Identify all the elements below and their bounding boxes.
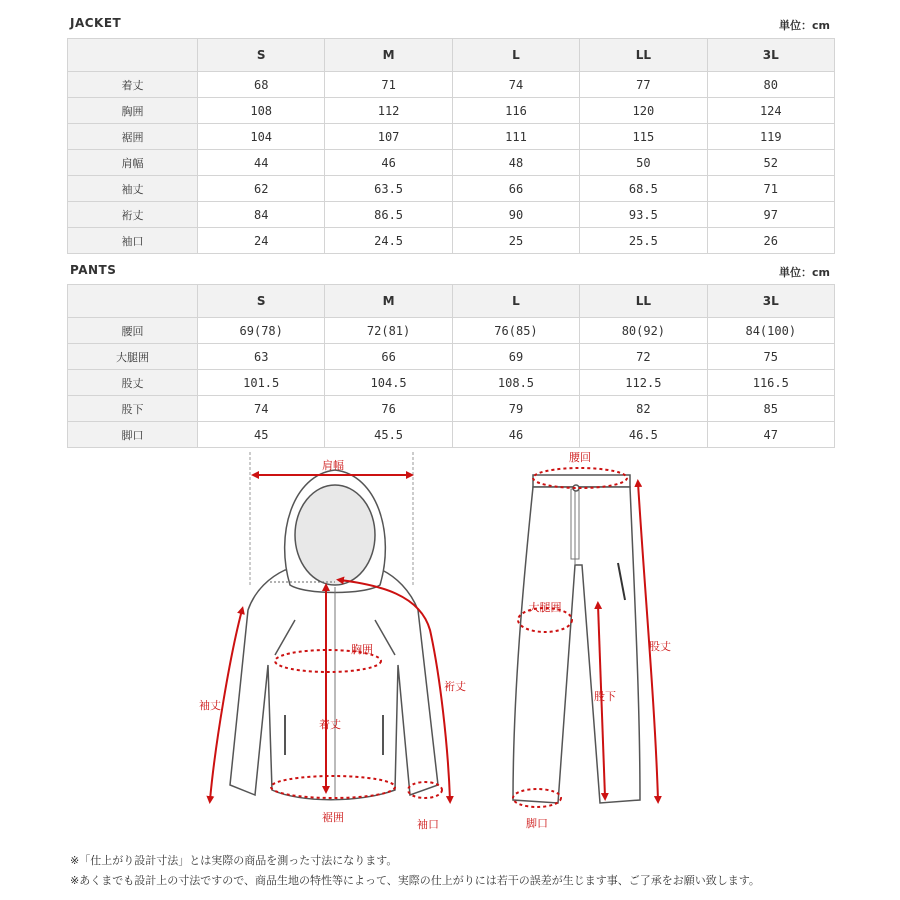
table-row [68, 422, 835, 448]
jacket-illustration [230, 470, 438, 800]
shoulder-label: 肩幅 [322, 459, 344, 472]
header-cell [68, 285, 198, 318]
row-label: 大腿囲 [68, 344, 198, 370]
table-row [68, 124, 835, 150]
header-cell: S [198, 285, 325, 318]
table-cell: 112 [325, 98, 452, 124]
outseam-label: 股丈 [649, 640, 671, 653]
table-cell: 68 [198, 72, 325, 98]
pants-size-table [67, 284, 835, 448]
table-cell: 116 [452, 98, 579, 124]
row-label: 袖口 [68, 228, 198, 254]
table-cell: 69 [452, 344, 579, 370]
table-cell: 108.5 [452, 370, 579, 396]
table-cell: 63 [198, 344, 325, 370]
measurement-diagram [0, 445, 900, 840]
hem-label: 裾囲 [322, 811, 344, 824]
table-row [68, 72, 835, 98]
leg-opening-label: 脚口 [526, 817, 548, 830]
table-cell: 68.5 [580, 176, 707, 202]
header-cell: S [198, 39, 325, 72]
table-cell: 93.5 [580, 202, 707, 228]
table-cell: 77 [580, 72, 707, 98]
header-cell: LL [580, 285, 707, 318]
row-label: 脚口 [68, 422, 198, 448]
table-cell: 48 [452, 150, 579, 176]
row-label: 着丈 [68, 72, 198, 98]
inseam-label: 股下 [594, 690, 616, 703]
table-row [68, 344, 835, 370]
pants-unit: 単位：cm [779, 266, 830, 279]
header-cell: L [452, 39, 579, 72]
table-cell: 104.5 [325, 370, 452, 396]
table-cell: 45 [198, 422, 325, 448]
table-cell: 46 [452, 422, 579, 448]
jacket-unit: 単位：cm [779, 19, 830, 32]
table-cell: 25 [452, 228, 579, 254]
table-cell: 45.5 [325, 422, 452, 448]
row-label: 裾囲 [68, 124, 198, 150]
table-cell: 86.5 [325, 202, 452, 228]
table-cell: 84(100) [707, 318, 834, 344]
table-cell: 66 [452, 176, 579, 202]
table-cell: 119 [707, 124, 834, 150]
table-cell: 108 [198, 98, 325, 124]
header-cell: M [325, 285, 452, 318]
table-cell: 107 [325, 124, 452, 150]
row-label: 裄丈 [68, 202, 198, 228]
length-label: 着丈 [319, 718, 341, 731]
table-cell: 44 [198, 150, 325, 176]
table-cell: 79 [452, 396, 579, 422]
yuki-label: 裄丈 [444, 680, 466, 693]
table-row [68, 202, 835, 228]
table-cell: 72(81) [325, 318, 452, 344]
table-cell: 69(78) [198, 318, 325, 344]
header-cell: LL [580, 39, 707, 72]
header-cell: L [452, 285, 579, 318]
row-label: 胸囲 [68, 98, 198, 124]
table-cell: 63.5 [325, 176, 452, 202]
table-cell: 115 [580, 124, 707, 150]
header-cell: 3L [707, 39, 834, 72]
row-label: 腰回 [68, 318, 198, 344]
table-cell: 84 [198, 202, 325, 228]
table-cell: 97 [707, 202, 834, 228]
pants-illustration [513, 475, 640, 803]
table-cell: 62 [198, 176, 325, 202]
table-cell: 116.5 [707, 370, 834, 396]
jacket-size-table [67, 38, 835, 254]
table-cell: 85 [707, 396, 834, 422]
table-header-row [68, 39, 835, 72]
note-line: ※あくまでも設計上の寸法ですので、商品生地の特性等によって、実際の仕上がりには若干の誤差が生じます事、ご了承をお願い致します。 [70, 874, 760, 887]
header-cell: M [325, 39, 452, 72]
table-row [68, 150, 835, 176]
table-cell: 101.5 [198, 370, 325, 396]
table-row [68, 98, 835, 124]
table-cell: 52 [707, 150, 834, 176]
table-cell: 112.5 [580, 370, 707, 396]
table-cell: 80 [707, 72, 834, 98]
table-row [68, 318, 835, 344]
table-cell: 47 [707, 422, 834, 448]
table-cell: 104 [198, 124, 325, 150]
thigh-label: 大腿囲 [528, 601, 562, 614]
table-cell: 24.5 [325, 228, 452, 254]
table-cell: 50 [580, 150, 707, 176]
pants-title: PANTS [70, 263, 117, 277]
table-row [68, 370, 835, 396]
table-cell: 76(85) [452, 318, 579, 344]
table-header-row [68, 285, 835, 318]
table-cell: 120 [580, 98, 707, 124]
table-cell: 66 [325, 344, 452, 370]
table-cell: 111 [452, 124, 579, 150]
cuff-label: 袖口 [417, 818, 439, 831]
table-cell: 71 [325, 72, 452, 98]
table-cell: 72 [580, 344, 707, 370]
table-cell: 25.5 [580, 228, 707, 254]
table-cell: 74 [452, 72, 579, 98]
table-cell: 90 [452, 202, 579, 228]
row-label: 股下 [68, 396, 198, 422]
table-row [68, 228, 835, 254]
table-cell: 76 [325, 396, 452, 422]
jacket-title: JACKET [70, 16, 122, 30]
table-cell: 24 [198, 228, 325, 254]
row-label: 袖丈 [68, 176, 198, 202]
table-cell: 46 [325, 150, 452, 176]
table-cell: 74 [198, 396, 325, 422]
table-cell: 71 [707, 176, 834, 202]
table-cell: 26 [707, 228, 834, 254]
note-line: ※「仕上がり設計寸法」とは実際の商品を測った寸法になります。 [70, 854, 398, 867]
chest-label: 胸囲 [351, 643, 373, 656]
header-cell [68, 39, 198, 72]
header-cell: 3L [707, 285, 834, 318]
waist-label: 腰回 [569, 451, 591, 464]
table-row [68, 396, 835, 422]
table-cell: 82 [580, 396, 707, 422]
table-row [68, 176, 835, 202]
row-label: 股丈 [68, 370, 198, 396]
sleeve-label: 袖丈 [199, 699, 221, 712]
table-cell: 80(92) [580, 318, 707, 344]
row-label: 肩幅 [68, 150, 198, 176]
table-cell: 46.5 [580, 422, 707, 448]
table-cell: 75 [707, 344, 834, 370]
table-cell: 124 [707, 98, 834, 124]
